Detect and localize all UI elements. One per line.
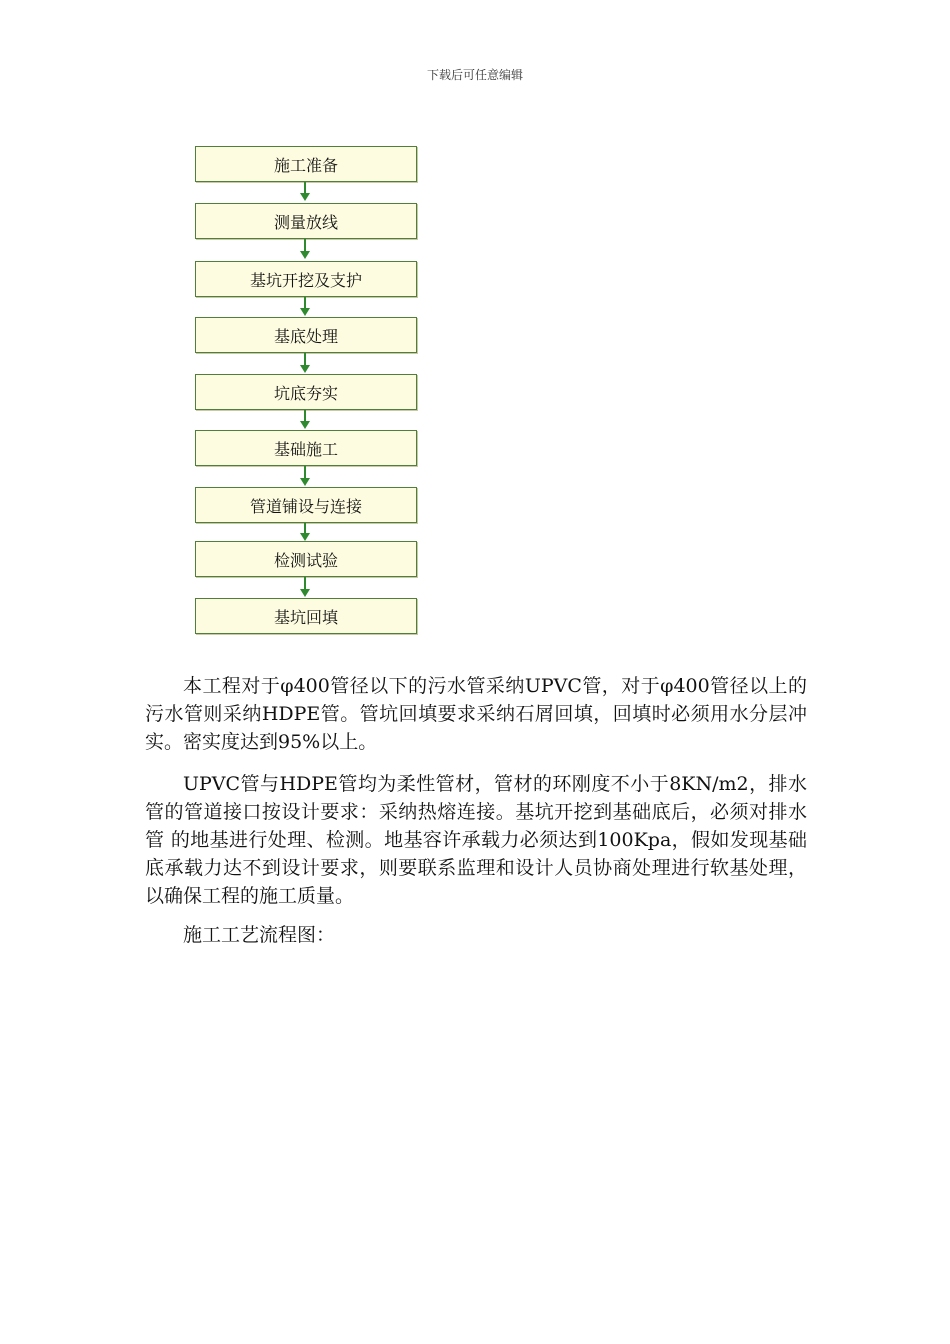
flow-step-1: 施工准备 — [195, 146, 417, 182]
flow-step-6: 基础施工 — [195, 430, 417, 466]
page-header: 下载后可任意编辑 — [426, 68, 523, 82]
flow-step-3: 基坑开挖及支护 — [195, 261, 417, 297]
flow-step-5: 坑底夯实 — [195, 374, 417, 410]
body-paragraph-1: 本工程对于φ400管径以下的污水管采纳UPVC管，对于φ400管径以上的污水管则采纳HDPE管。管坑回填要求采纳石屑回填，回填时必须用水分层冲实。密实度达到95%以上。 — [145, 675, 807, 753]
body-paragraph-3: 施工工艺流程图： — [183, 924, 336, 946]
flow-step-7: 管道铺设与连接 — [195, 487, 417, 523]
flow-step-4: 基底处理 — [195, 317, 417, 353]
body-paragraph-2: UPVC管与HDPE管均为柔性管材，管材的环刚度不小于8KN/m2，排水管的管道接口按设计要求：采纳热熔连接。基坑开挖到基础底后，必须对排水管 的地基进行处理、检测。地基容许承载力必须达到100Kpa，假如发现基础底承载力达不到设计要求，则要联系监理和设计人员协商处理进行软基处理，以确保工程的施工质量。 — [145, 773, 807, 907]
flow-step-9: 基坑回填 — [195, 598, 417, 634]
flow-step-2: 测量放线 — [195, 203, 417, 239]
flow-step-8: 检测试验 — [195, 541, 417, 577]
